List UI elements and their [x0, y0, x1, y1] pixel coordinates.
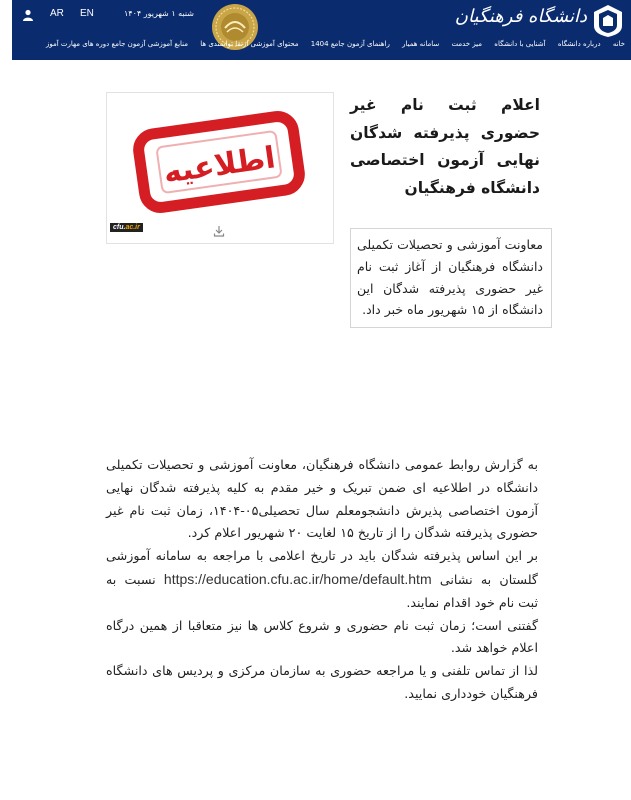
menu-item-hamyar[interactable]: سامانه همیار [402, 40, 440, 48]
main-menu [12, 40, 631, 56]
paragraph-text: نسبت به ثبت نام خود اقدام نمایند. [106, 571, 538, 610]
lang-en-link[interactable]: EN [80, 8, 94, 19]
download-icon[interactable] [213, 225, 225, 237]
watermark-prefix: cfu. [113, 224, 126, 231]
menu-item-about[interactable]: درباره دانشگاه [557, 40, 601, 48]
logo-text[interactable]: دانشگاه فرهنگیان [454, 6, 587, 27]
article-paragraph [106, 545, 538, 614]
menu-item-service-desk[interactable]: میز خدمت [451, 40, 483, 48]
golestan-link[interactable]: https://education.cfu.ac.ir/home/default.htm [163, 570, 432, 587]
menu-item-intro[interactable]: آشنایی با دانشگاه [494, 40, 546, 48]
article-paragraph: گفتنی است؛ زمان ثبت نام حضوری و شروع کلاس ها نیز متعاقبا از همین درگاه اعلام خواهد شد. [106, 617, 538, 656]
lang-ar-link[interactable]: AR [50, 8, 64, 19]
paragraph-text: بر این اساس پذیرفته شدگان باید در تاریخ اعلامی با مراجعه به سامانه آموزشی گلستان به نشانی [106, 548, 538, 587]
menu-item-training-content[interactable]: محتوای آموزشی ارتقا توانمندی ها [200, 40, 299, 48]
watermark-suffix: ac.ir [125, 224, 140, 231]
university-logo-icon[interactable] [593, 4, 623, 38]
menu-item-exam-guide[interactable]: راهنمای آزمون جامع 1404 [310, 40, 390, 48]
article-title: اعلام ثبت نام غیر حضوری پذیرفته شدگان نهایی آزمون اختصاصی دانشگاه فرهنگیان [350, 96, 540, 197]
article-body [106, 454, 538, 706]
article-paragraph: لذا از تماس تلفنی و یا مراجعه حضوری به سازمان مرکزی و پردیس های دانشگاه فرهنگیان خودداری نمایید. [106, 663, 538, 701]
site-header [12, 0, 631, 60]
news-image[interactable] [106, 92, 334, 244]
header-date: شنبه ۱ شهریور ۱۴۰۴ [124, 9, 194, 18]
menu-item-exam-resources[interactable]: منابع آموزشی آزمون جامع دوره های مهارت آموز [46, 40, 189, 48]
stamp-text: اطلاعیه [161, 140, 278, 191]
user-icon[interactable] [22, 9, 34, 21]
announcement-stamp-image [119, 107, 319, 217]
menu-item-home[interactable]: خانه [612, 40, 625, 48]
article-paragraph: به گزارش روابط عمومی دانشگاه فرهنگیان، معاونت آموزشی و تحصیلات تکمیلی دانشگاه در اطلاعیه ای ضمن تبریک و خیر مقدم به کلیه پذیرفته شدگان نهایی آزمون اختصاصی پذیرش دانشجومعلم سال تحصیلی۰۵-۱۴۰۴، زمان ثبت نام غیر حضوری پذیرفته شدگان را از تاریخ ۱۵ لغایت ۲۰ شهریور اعلام کرد. [106, 457, 538, 541]
article-lead: معاونت آموزشی و تحصیلات تکمیلی دانشگاه فرهنگیان از آغاز ثبت نام غیر حضوری پذیرفته شدگان این دانشگاه از ۱۵ شهریور ماه خبر داد. [350, 228, 552, 328]
image-watermark [110, 223, 143, 232]
